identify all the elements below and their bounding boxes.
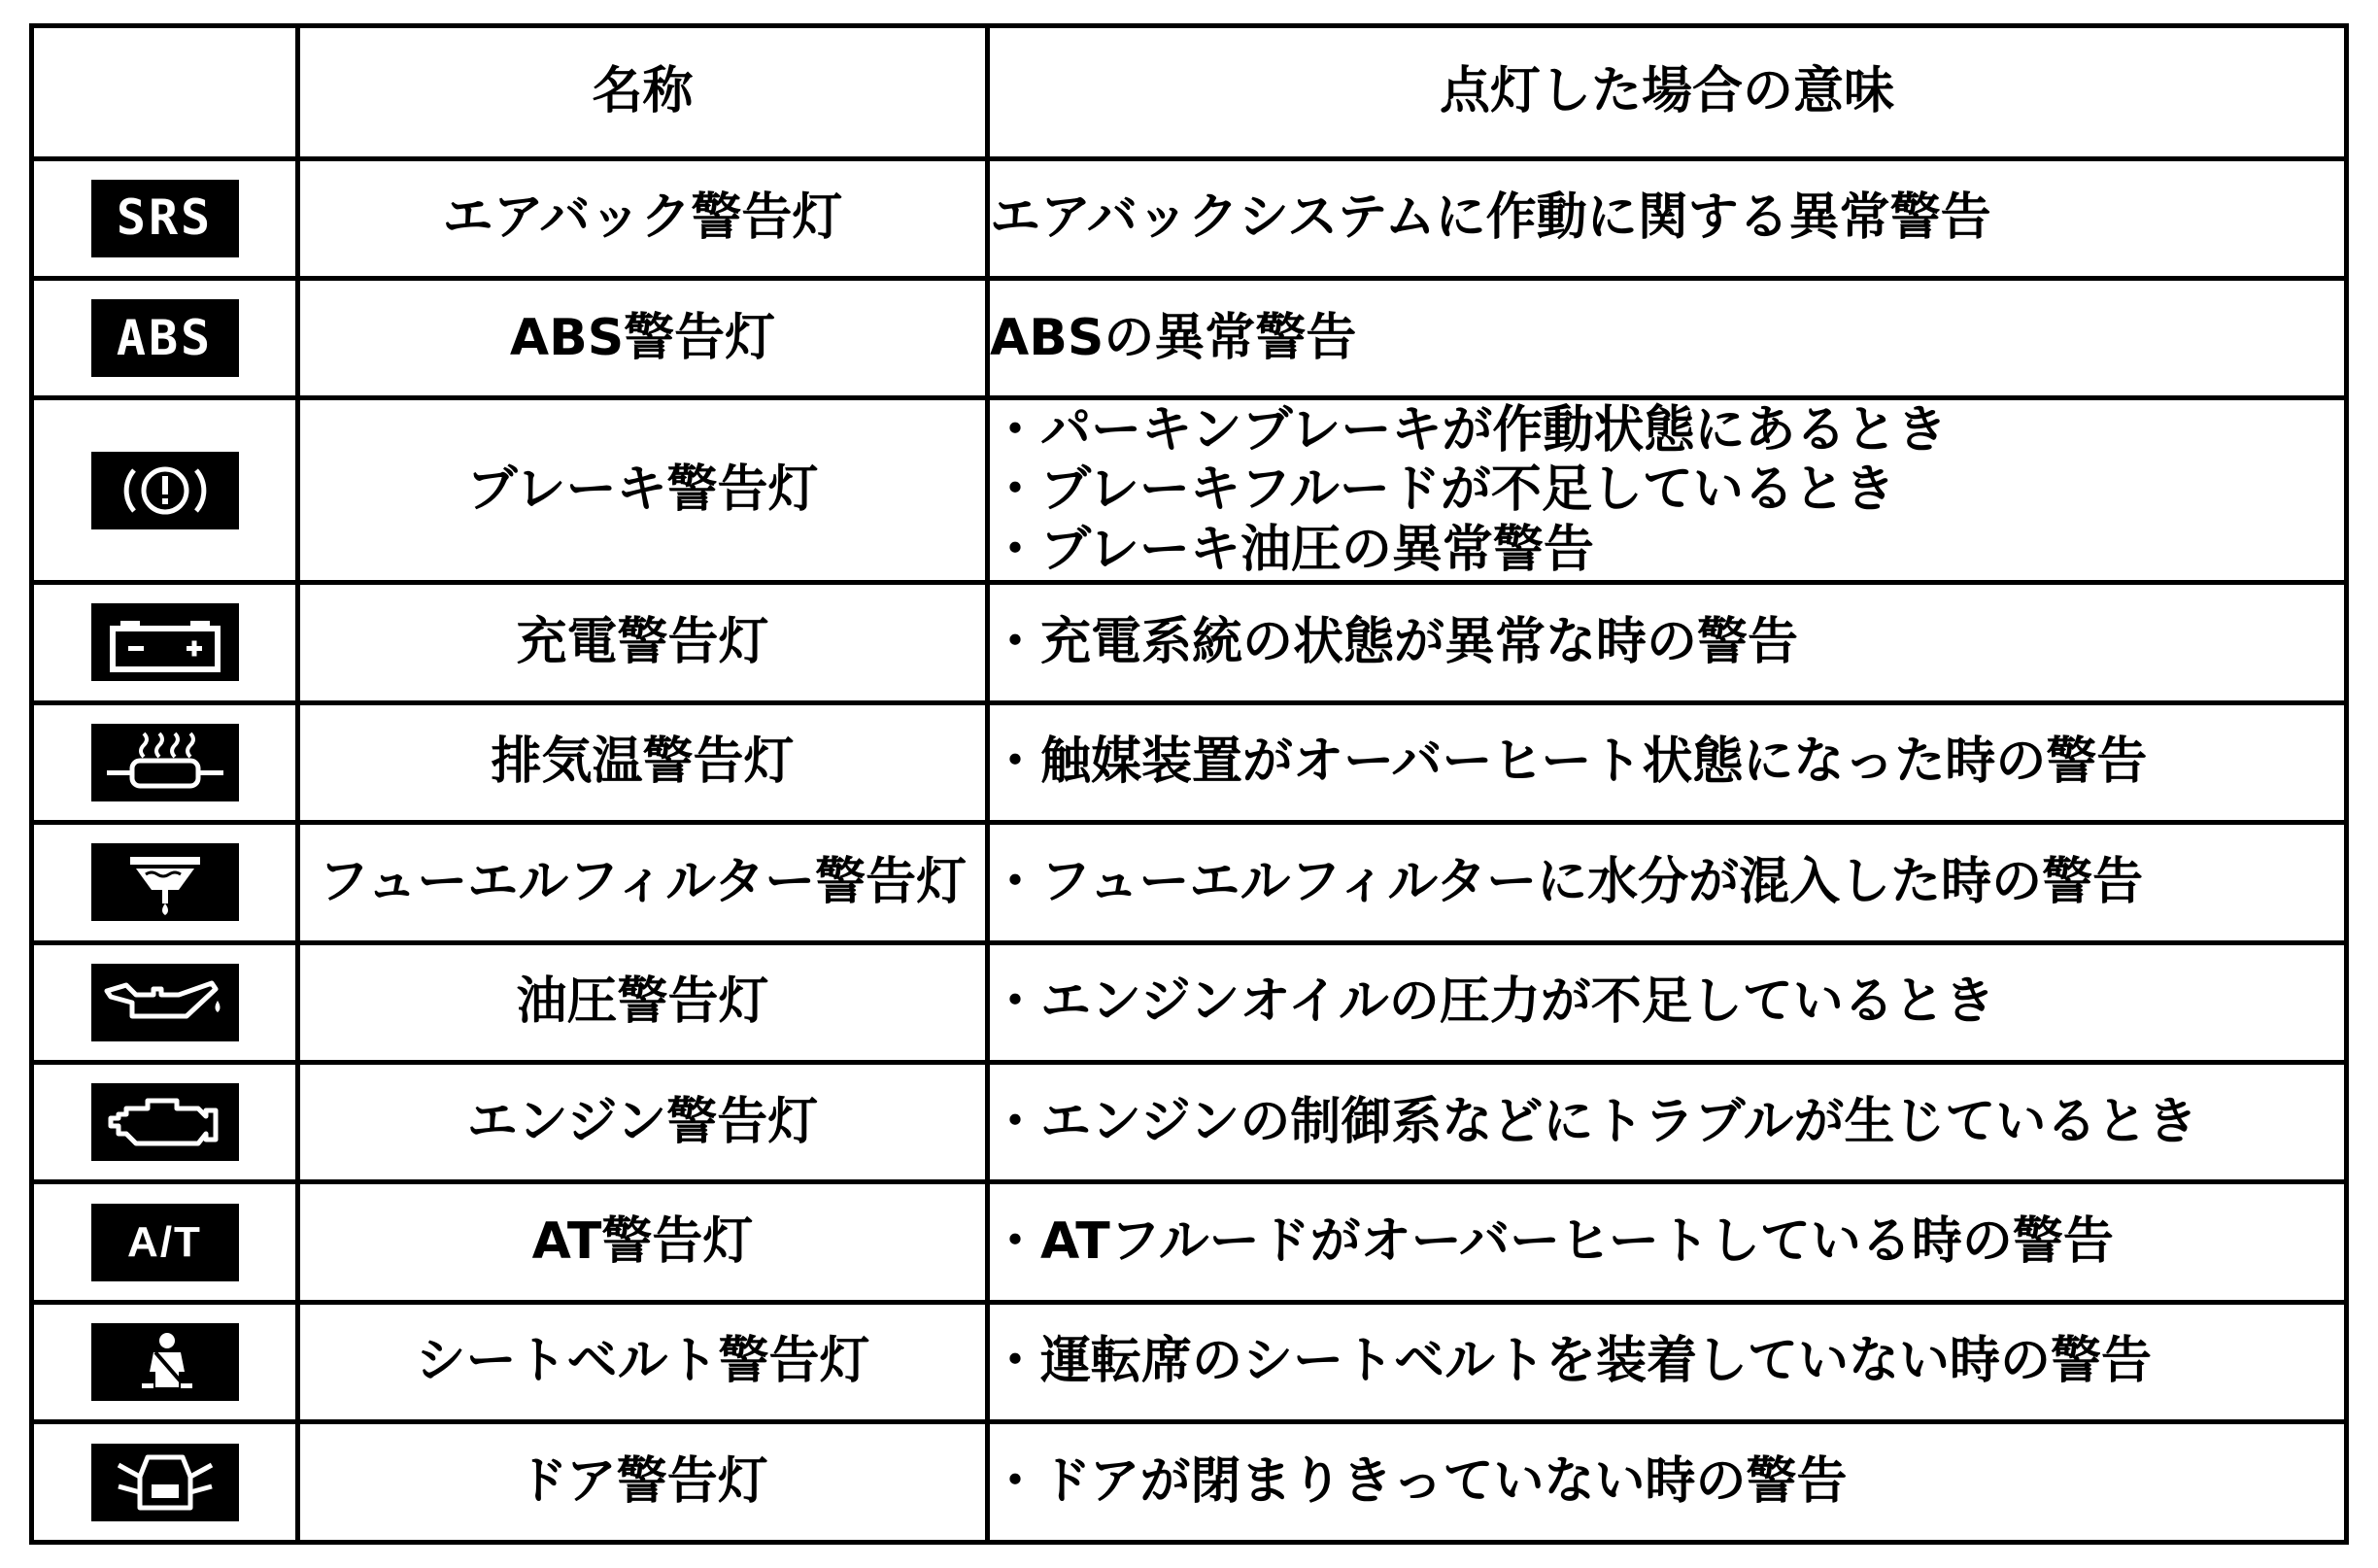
warning-lights-table: [29, 23, 2349, 1545]
warning-name: AT警告灯: [298, 1182, 988, 1302]
icon-cell: [32, 398, 298, 583]
warning-meaning: [988, 823, 2347, 942]
meaning-line: ABSの異常警告: [990, 308, 1357, 367]
warning-meaning: [988, 278, 2347, 397]
table-row: [32, 1422, 2347, 1543]
abs-icon: [91, 299, 239, 377]
brake-warning-icon: [91, 452, 239, 529]
warning-meaning: [988, 158, 2347, 278]
table-row: [32, 158, 2347, 278]
warning-meaning: [988, 1422, 2347, 1543]
icon-cell: [32, 823, 298, 942]
check-engine-icon: [91, 1083, 239, 1161]
meaning-line: ・ブレーキ油圧の異常警告: [990, 520, 1594, 579]
warning-meaning: [988, 1063, 2347, 1182]
meaning-line: ・エンジンオイルの圧力が不足しているとき: [990, 972, 1995, 1032]
icon-cell: [32, 158, 298, 278]
table-row: [32, 942, 2347, 1062]
meaning-line: ・ATフルードがオーバーヒートしている時の警告: [990, 1212, 2114, 1272]
icon-cell: [32, 1302, 298, 1421]
meaning-line: ・触媒装置がオーバーヒート状態になった時の警告: [990, 733, 2148, 792]
warning-name: フューエルフィルター警告灯: [298, 823, 988, 942]
warning-name: 充電警告灯: [298, 583, 988, 702]
warning-name: エアバック警告灯: [298, 158, 988, 278]
meaning-line: ・運転席のシートベルトを装着していない時の警告: [990, 1332, 2153, 1391]
exhaust-temperature-icon: [91, 724, 239, 801]
meaning-line: ・フューエルフィルターに水分が混入した時の警告: [990, 852, 2144, 911]
seatbelt-icon: [91, 1323, 239, 1401]
icon-cell: [32, 278, 298, 397]
table-row: [32, 398, 2347, 583]
warning-meaning: [988, 1182, 2347, 1302]
table-row: [32, 1302, 2347, 1421]
meaning-line: ・ブレーキフルードが不足しているとき: [990, 460, 1895, 520]
at-transmission-icon: [91, 1204, 239, 1281]
at-icon-label: A/T: [127, 1217, 202, 1266]
warning-name: ブレーキ警告灯: [298, 398, 988, 583]
meaning-line: ・パーキンブレーキが作動状態にあるとき: [990, 400, 1948, 460]
table-row: [32, 583, 2347, 702]
icon-cell: [32, 1182, 298, 1302]
srs-airbag-icon: [91, 180, 239, 257]
warning-name: 油圧警告灯: [298, 942, 988, 1062]
meaning-line: ・エンジンの制御系などにトラブルが生じているとき: [990, 1092, 2198, 1151]
table-row: [32, 278, 2347, 397]
header-icon-cell: [32, 26, 298, 159]
header-name-cell: 名称: [298, 26, 988, 159]
icon-cell: [32, 942, 298, 1062]
abs-icon-label: ABS: [116, 309, 214, 366]
warning-meaning: [988, 702, 2347, 822]
meaning-line: ・充電系統の状態が異常な時の警告: [990, 612, 1799, 671]
warning-name: 排気温警告灯: [298, 702, 988, 822]
warning-name: ABS警告灯: [298, 278, 988, 397]
icon-cell: [32, 1063, 298, 1182]
header-meaning-cell: 点灯した場合の意味: [988, 26, 2347, 159]
warning-name: エンジン警告灯: [298, 1063, 988, 1182]
fuel-filter-icon: [91, 843, 239, 921]
warning-meaning: [988, 942, 2347, 1062]
warning-lights-table-frame: [29, 23, 2349, 1545]
warning-meaning: [988, 583, 2347, 702]
icon-cell: [32, 1422, 298, 1543]
icon-cell: [32, 702, 298, 822]
battery-charge-icon: [91, 603, 239, 681]
table-row: [32, 1182, 2347, 1302]
table-row: [32, 702, 2347, 822]
table-header-row: [32, 26, 2347, 159]
warning-name: シートベルト警告灯: [298, 1302, 988, 1421]
meaning-line: ・ドアが閉まりきっていない時の警告: [990, 1452, 1848, 1512]
table-row: [32, 823, 2347, 942]
icon-cell: [32, 583, 298, 702]
oil-pressure-icon: [91, 964, 239, 1041]
warning-meaning: [988, 398, 2347, 583]
warning-meaning: [988, 1302, 2347, 1421]
meaning-line: エアバックシステムに作動に関する異常警告: [990, 188, 1991, 248]
table-row: [32, 1063, 2347, 1182]
warning-name: ドア警告灯: [298, 1422, 988, 1543]
door-open-icon: [91, 1444, 239, 1521]
srs-icon-label: SRS: [116, 189, 214, 247]
